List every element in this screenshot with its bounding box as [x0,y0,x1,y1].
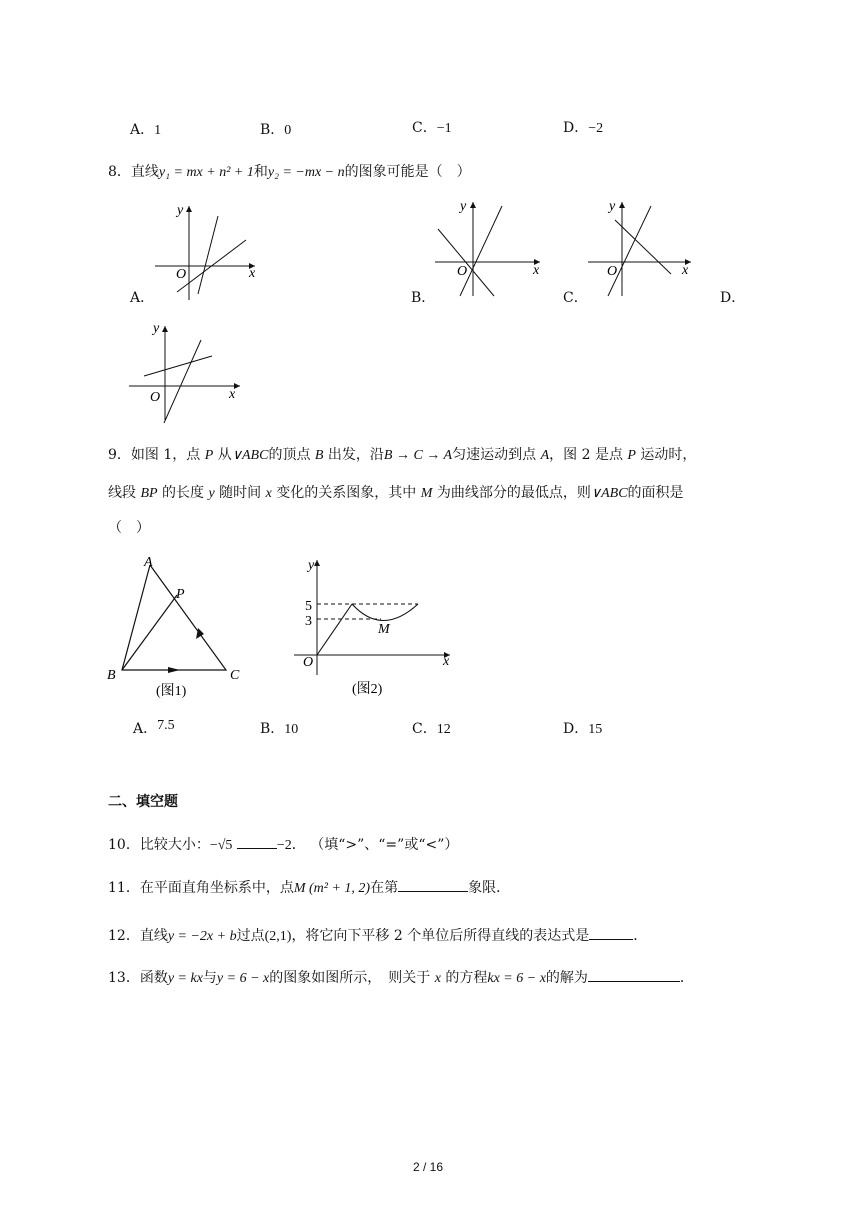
q8-option-b: B． [411,290,436,306]
axis-y-label: y [609,199,616,214]
tick-label-3: 3 [305,614,312,629]
point-p: P [176,587,185,602]
axis-y-label: y [177,203,184,218]
axis-x-label: x [682,263,689,278]
q8-eq2: y₂ = −mx − n [267,165,345,180]
q11: 11．在平面直角坐标系中，点M (m² + 1, 2)在第 象限． [108,877,510,897]
q9-figure-2 [292,555,462,705]
figure-1-caption: (图1) [156,684,187,699]
q13-number: 13． [108,970,140,986]
q9-figure-1 [104,550,254,700]
page-number: 2 / 16 [413,1160,444,1174]
origin-label: O [176,267,187,282]
q10-answer-blank[interactable] [237,834,277,849]
vertex-b: B [107,668,116,683]
origin-label: O [150,390,161,405]
q11-answer-blank[interactable] [398,877,468,892]
path-bca: B → C → A [383,448,453,463]
q7-option-d: D．−2 [563,120,604,136]
q8-number: 8． [108,164,131,180]
q9-option-c: C．12 [412,721,451,737]
origin-label: O [607,264,618,279]
q8-graph-c [585,196,705,306]
q10-number: 10． [108,837,140,853]
q9-stem-line1: 9．如图 1，点 P 从∨ABC的顶点 B 出发，沿B → C → A匀速运动到点 A，图 2 是点 P 运动时， [108,447,697,463]
q8-graph-d [126,318,246,428]
q8-graph-b [430,196,550,306]
q7-option-b: B．0 [260,122,292,138]
triangle-abc: ∨ABC [231,448,269,463]
q8-option-d: D． [720,290,746,306]
q9-option-d: D．15 [563,721,603,737]
triangle-abc: ∨ABC [590,486,628,501]
axis-x-label: x [249,266,256,281]
q9-paren: （ ） [108,520,150,536]
q11-number: 11． [108,880,140,896]
q7-option-a: A．1 [130,122,162,138]
q9-option-b: B．10 [260,721,299,737]
point-m: M [378,622,390,637]
axis-x-label: x [443,654,450,669]
vertex-c: C [230,668,240,683]
section-title: 二、填空题 [108,794,178,810]
axis-x-label: x [229,387,236,402]
q13-answer-blank[interactable] [588,967,680,982]
q7-option-c: C．−1 [412,120,452,136]
figure-2-caption: (图2) [352,682,383,697]
q8-graph-a [150,200,270,310]
axis-y-label: y [153,321,160,336]
point-m: M (m² + 1, 2) [293,881,371,896]
q13: 13．函数y = kx与y = 6 − x的图象如图所示， 则关于 x 的方程kx = 6 − x的解为 ． [108,967,694,987]
origin-label: O [303,655,314,670]
q9-stem-line2: 线段 BP 的长度 y 随时间 x 变化的关系图象，其中 M 为曲线部分的最低点，则∨ABC的面积是 [108,485,684,501]
q8-eq1: y₁ = mx + n² + 1 [158,165,254,180]
q10: 10．比较大小：−√5 −2． （填“>”、“=”或“<”） [108,834,458,854]
origin-label: O [457,264,468,279]
q8-option-a: A． [130,290,155,306]
tick-label-5: 5 [305,599,312,614]
q12: 12．直线y = −2x + b过点(2,1)，将它向下平移 2 个单位后所得直线的表达式是 ． [108,925,647,945]
vertex-a: A [144,555,153,570]
q8-option-c: C． [563,290,588,306]
q12-answer-blank[interactable] [589,925,633,940]
axis-x-label: x [533,263,540,278]
q12-number: 12． [108,928,140,944]
axis-y-label: y [308,558,315,573]
q9-number: 9． [108,447,131,463]
q9-option-a: A．7.5 [133,718,175,737]
axis-y-label: y [460,199,467,214]
q8-stem: 8．直线y₁ = mx + n² + 1和y₂ = −mx − n的图象可能是（ ） [108,164,471,180]
